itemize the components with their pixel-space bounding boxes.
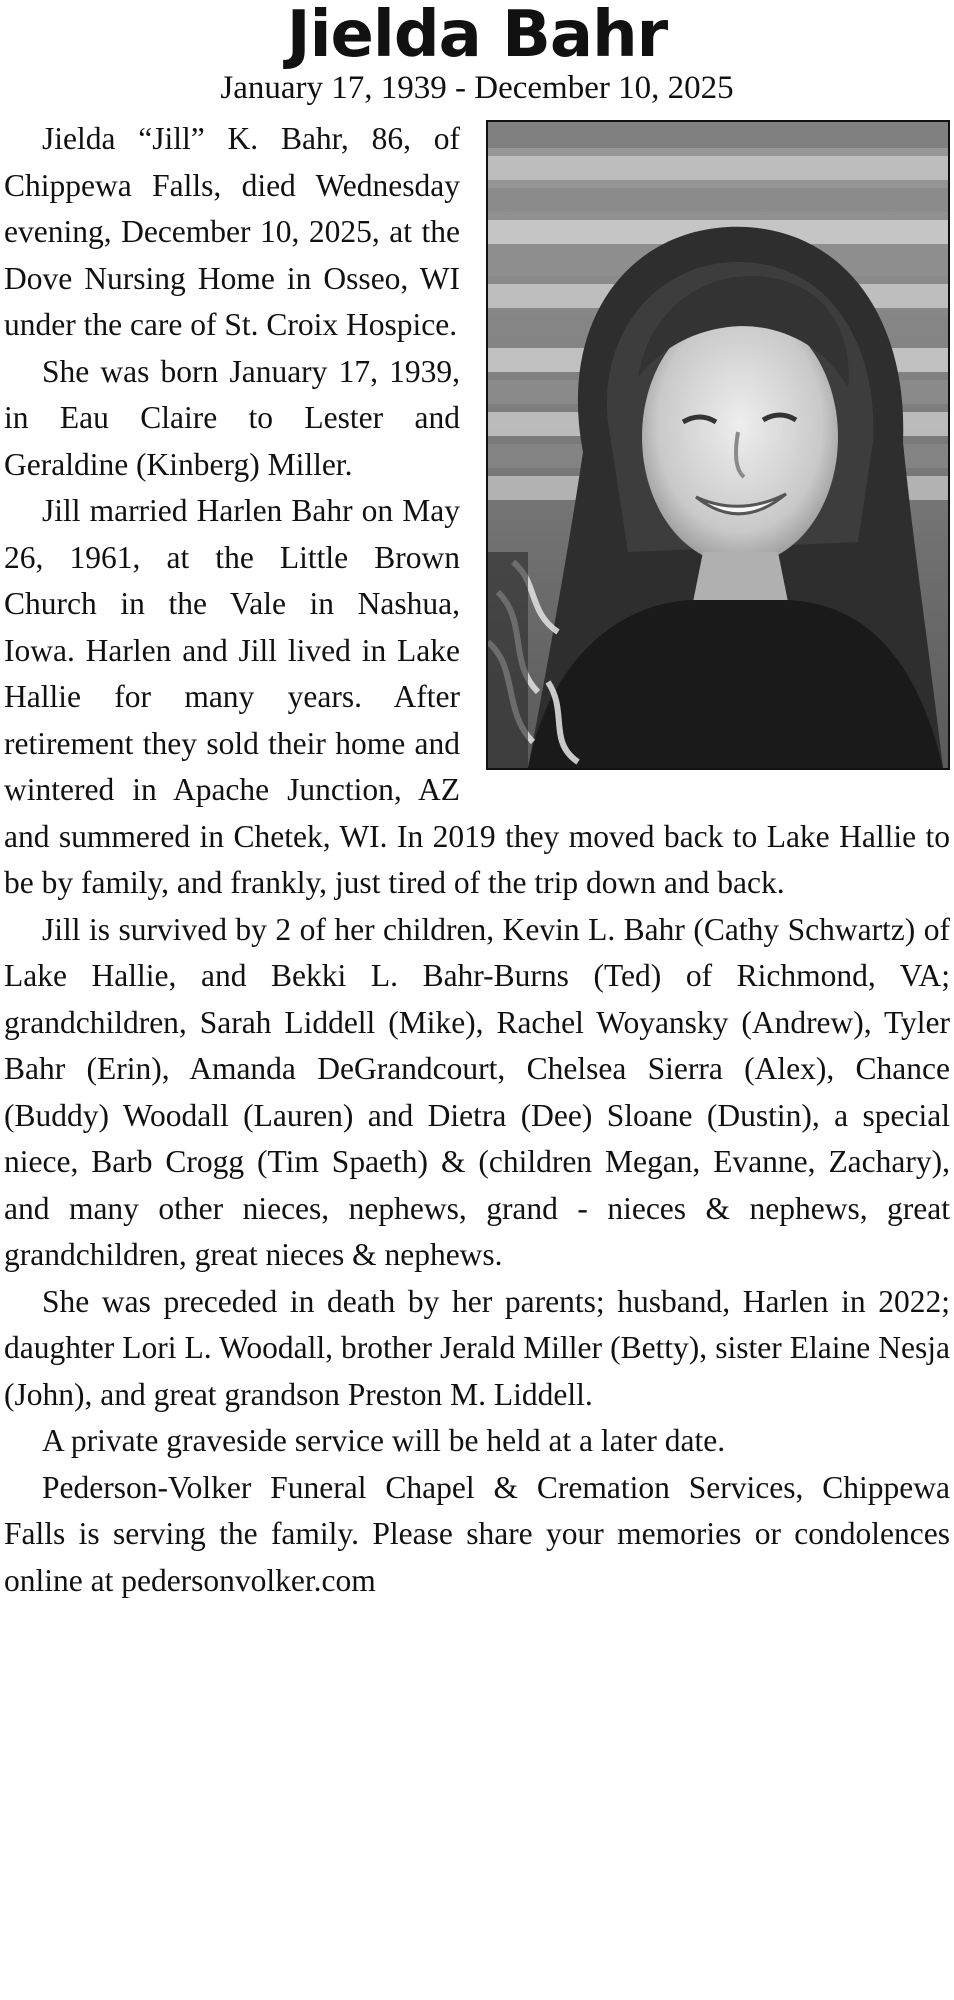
- paragraph-4: Jill is survived by 2 of her children, Kevin L. Bahr (Cathy Schwartz) of Lake Hallie, and Bekki L. Bahr-Burns (Ted) of Richmond, VA; grandchildren, Sarah Liddell (Mike), Rachel Woyansky (Andrew), Tyler Bahr (Erin), Amanda DeGrandcourt, Chelsea Sierra (Alex), Chance (Buddy) Woodall (Lauren) and Dietra (Dee) Sloane (Dustin), a special niece, Barb Crogg (Tim Spaeth) & (children Megan, Evanne, Zachary), and many other nieces, nephews, grand - nieces & nephews, great grandchildren, great nieces & nephews.: [4, 911, 950, 1272]
- paragraph-7: Pederson-Volker Funeral Chapel & Cremation Services, Chippewa Falls is serving the family. Please share your memories or condolences online at pedersonvolker.com: [4, 1469, 950, 1598]
- obituary-name: Jielda Bahr: [286, 0, 668, 72]
- obituary-dates: January 17, 1939 - December 10, 2025: [220, 70, 734, 106]
- portrait-illustration: [488, 122, 948, 768]
- paragraph-2: She was born January 17, 1939, in Eau Claire to Lester and Geraldine (Kinberg) Miller.: [4, 353, 460, 482]
- portrait-photo: [486, 120, 950, 770]
- obituary-body: [4, 116, 950, 1604]
- paragraph-3: Jill married Harlen Bahr on May 26, 1961, at the Little Brown Church in the Vale in Nashua, Iowa. Harlen and Jill lived in Lake Hallie for many years. After retirement they sold their home and wintered in Apache Junction, AZ and summered in Chetek, WI. In 2019 they moved back to Lake Hallie to be by family, and frankly, just tired of the trip down and back.: [4, 493, 950, 900]
- paragraph-1: Jielda “Jill” K. Bahr, 86, of Chippewa Falls, died Wednesday evening, December 10, 2025, at the Dove Nursing Home in Osseo, WI under the care of St. Croix Hospice.: [4, 121, 460, 342]
- paragraph-5: She was preceded in death by her parents; husband, Harlen in 2022; daughter Lori L. Woodall, brother Jerald Miller (Betty), sister Elaine Nesja (John), and great grandson Preston M. Liddell.: [4, 1283, 950, 1412]
- paragraph-6: A private graveside service will be held at a later date.: [42, 1423, 726, 1458]
